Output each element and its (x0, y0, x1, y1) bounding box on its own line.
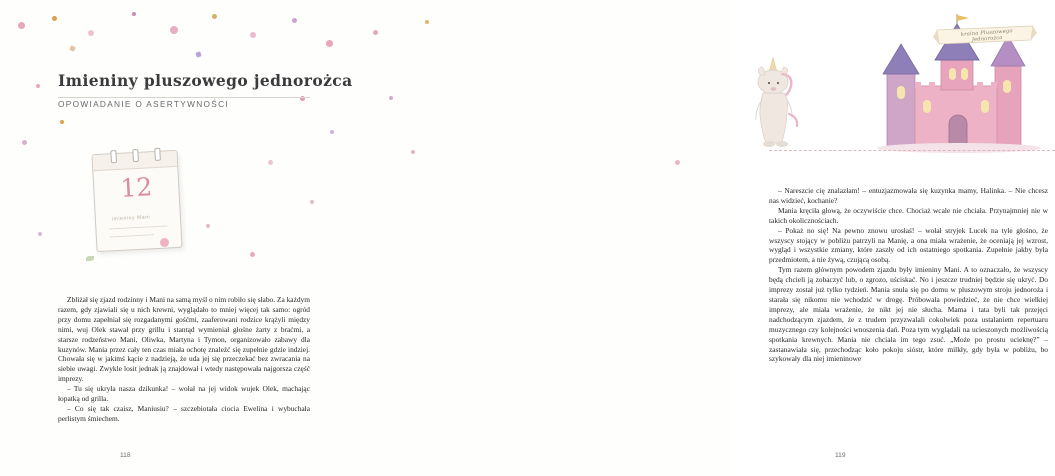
confetti-dot (38, 232, 42, 236)
page-title: Imieniny pluszowego jednorożca (58, 71, 353, 90)
confetti-dot (373, 30, 378, 35)
calendar-illustration (91, 150, 182, 252)
paragraph: – Co się tak czaisz, Maniusiu? – szczebiotała ciocia Ewelina i wybuchała perlistym śmiechem. (58, 403, 310, 423)
confetti-dot (132, 12, 136, 16)
page-number-left: 118 (120, 452, 131, 459)
paragraph: – Pokaż no się! Na pewno znowu urosłaś! – wołał stryjek Lucek na tyle głośno, że wszyscy stojący w pobliżu patrzyli na Manię, a ona miała wrażenie, że oceniają jej wzrost, wygląd i wszystkie zmiany, które zaszły od ich ostatniego spotkania. Zupełnie jakby była przedmiotem, a nie żywą, czującą osobą. (769, 225, 1048, 265)
confetti-dot (22, 140, 27, 145)
banner-label: kraina Pluszowego Jednorożca (960, 28, 1013, 44)
paragraph: Zbliżał się zjazd rodzinny i Mani na samą myśl o nim robiło się słabo. Za każdym razem, gdy zjawiali się u nich krewni, wyglądało to mniej więcej tak samo: ogród przy domu zapełniał się rozgadanymi gośćmi, zaaferowani rodzice krążyli między nimi, wuj Olek stawał przy grillu i stantąd wymieniał głośne żarty z braćmi, a starsze rodzeństwo Mani, Oliwka, Martyna i Tymon, organizowało zabawy dla kuzynów. Mania przez cały ten czas miała ochotę znaleźć się zupełnie gdzie indziej. Chowała się w jakimś kącie z nadzieją, że uda jej się przeczekać bez zwracania na siebie uwagi. Zwykle losit jednak ją znajdował i wtedy następowała najgorsza część imprezy. (58, 295, 310, 384)
confetti-dot (411, 150, 415, 154)
page-number-right: 119 (835, 452, 846, 459)
title-divider (58, 97, 310, 98)
calendar-note: imieniny Mani (111, 214, 151, 223)
leaf-icon (86, 256, 94, 261)
confetti-dot (250, 252, 255, 257)
paragraph: Mania kręciła głową, że oczywiście chce. Chociaż wcale nie chciała. Przynajmniej nie w takich okolicznościach. (769, 205, 1048, 225)
confetti-dot (250, 32, 256, 38)
confetti-dot (268, 160, 273, 165)
confetti-square (195, 51, 201, 57)
confetti-dot (206, 224, 210, 228)
calendar-rule (110, 234, 154, 237)
confetti-dot (18, 22, 25, 29)
confetti-dot (310, 200, 314, 204)
confetti-dot (60, 120, 64, 124)
confetti-dot (52, 16, 57, 21)
confetti-square (69, 45, 76, 52)
confetti-dot (170, 26, 178, 34)
right-page (365, 0, 1048, 476)
page-subtitle: OPOWIADANIE O ASERTYWNOŚCI (58, 98, 230, 109)
title-block (58, 71, 353, 109)
paragraph: – Tu się ukryła nasza dzikunka! – wołał na jej widok wujek Olek, machając łopatką od grilla. (58, 384, 310, 404)
confetti-dot (88, 30, 94, 36)
ground-divider (769, 150, 1055, 151)
calendar-day-number: 12 (119, 172, 153, 203)
confetti-dot (292, 18, 297, 23)
confetti-dot (389, 96, 393, 100)
paragraph: Tym razem głównym powodem zjazdu były imieniny Mani. A to oznaczało, że wszyscy będą chcieli ją zobaczyć lub, o zgrozo, uściskać. No i jeszcze trudniej będzie się ukryć. Do imprezy został już tylko tydzień. Mania snuła się po domu w pluszowym stroju jednoroża i starała się nikomu nie wchodzić w drogę. Próbowała powiedzieć, że nie chce wielkiej imprezy, ale miała wrażenie, że nikt jej nie słucha. Mama i tata byli tak przejęci nadchodzącym zjazdem, że z trudem przyzwalali cokolwiek poza ustalaniem repertuaru muzycznego czy kolejności wnoszenia dań. Poza tym wyglądali na ucieszonych możliwością spotkania krewnych. Mania nie chciała im tego zsuć. „Może po prostu ucieknę?” – zastanawiała się, przechodząc koło pokoju sióstr, które milkły, gdy była w pobliżu, bo szykowały dla niej imieninowe (769, 265, 1048, 364)
right-page-body (769, 186, 1048, 364)
confetti-dot (212, 14, 217, 19)
calendar-ring-icon (110, 150, 117, 163)
left-page-body (58, 295, 310, 424)
confetti-dot (425, 20, 429, 24)
confetti-dot (675, 160, 680, 165)
confetti-dot (330, 130, 334, 134)
paragraph: – Nareszcie cię znalazłam! – entuzjazmowała się kuzynka mamy, Halinka. – Nie chcesz nas widzieć, kochanie? (769, 186, 1048, 205)
confetti-dot (36, 84, 40, 88)
calendar-ring-icon (154, 148, 161, 161)
calendar-rule (109, 225, 167, 229)
left-page (0, 0, 365, 476)
unicorn-illustration (743, 52, 805, 148)
confetti-dot (326, 40, 333, 47)
calendar-ring-icon (132, 149, 139, 162)
